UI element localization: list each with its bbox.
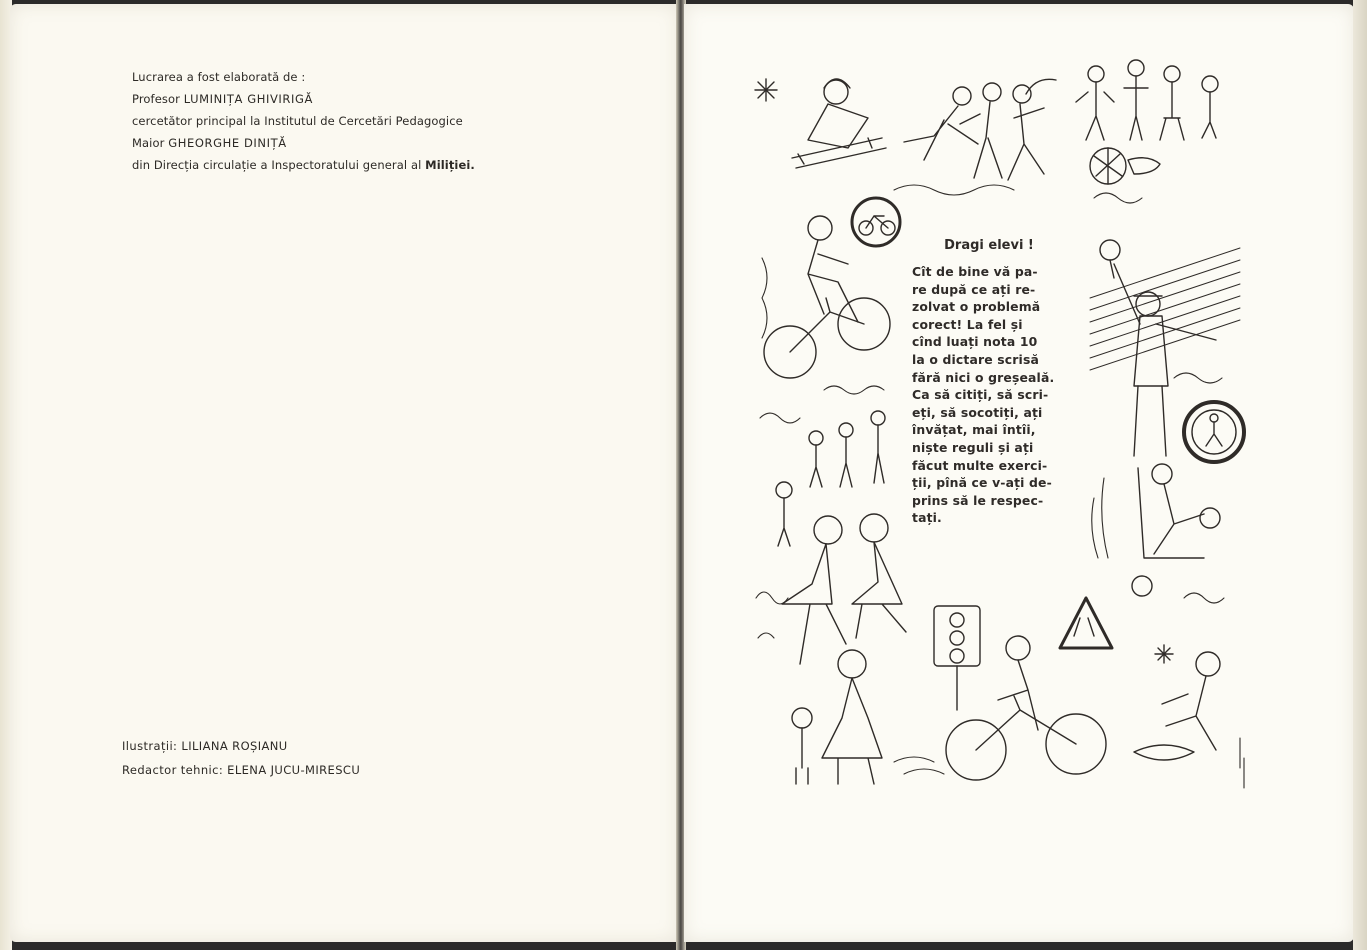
intro-line: tați. bbox=[912, 510, 942, 526]
running-children-icon bbox=[904, 79, 1056, 180]
snowflake-icon bbox=[755, 79, 777, 101]
author-credits bbox=[132, 66, 475, 176]
intro-text-block bbox=[912, 238, 1072, 527]
dancing-girls-icon bbox=[782, 514, 906, 664]
girl-with-doll-icon bbox=[792, 650, 882, 784]
skating-girl-icon bbox=[1134, 652, 1220, 760]
intro-line: învățat, mai întîi, bbox=[912, 422, 1036, 438]
intro-body bbox=[912, 263, 1072, 527]
snowflake-small-icon bbox=[1155, 645, 1173, 663]
credits-author-1: Profesor LUMINIȚA GHIVIRIGĂ bbox=[132, 92, 313, 106]
intro-line: Ca să citiți, să scri- bbox=[912, 387, 1049, 403]
warning-sign-icon bbox=[1060, 598, 1112, 648]
intro-line: eți, să socotiți, ați bbox=[912, 404, 1043, 420]
children-group-icon bbox=[1076, 60, 1218, 140]
traffic-light-icon bbox=[934, 606, 980, 710]
scooter-child-icon bbox=[1132, 464, 1220, 596]
credits-author-2-role: din Direcția circulație a Inspectoratului general al Miliției. bbox=[132, 158, 475, 172]
bicycle-sign-icon bbox=[852, 198, 900, 246]
walking-children-icon bbox=[776, 411, 885, 546]
production-credits bbox=[122, 734, 360, 782]
intro-line: fără nici o greșeală. bbox=[912, 369, 1055, 385]
cyclist-bottom-icon bbox=[946, 636, 1106, 780]
sledding-child-icon bbox=[792, 79, 886, 168]
illustrations-credit: Ilustrații: LILIANA ROȘIANU bbox=[122, 739, 288, 753]
football-icon bbox=[1090, 148, 1160, 184]
intro-line: făcut multe exerci- bbox=[912, 457, 1048, 473]
intro-line: ții, pînă ce v-ați de- bbox=[912, 475, 1052, 491]
intro-line: re după ce ați re- bbox=[912, 281, 1036, 297]
traffic-policeman-icon bbox=[1100, 240, 1216, 456]
credits-intro: Lucrarea a fost elaborată de : bbox=[132, 70, 306, 84]
intro-line: zolvat o problemă bbox=[912, 299, 1041, 315]
technical-editor-credit: Redactor tehnic: ELENA JUCU-MIRESCU bbox=[122, 763, 361, 777]
intro-line: Cît de bine vă pa- bbox=[912, 264, 1038, 279]
intro-line: niște reguli și ați bbox=[912, 439, 1034, 455]
credits-author-2: Maior GHEORGHE DINIȚĂ bbox=[132, 136, 287, 150]
credits-author-1-role: cercetător principal la Institutul de Cercetări Pedagogice bbox=[132, 114, 463, 128]
intro-line: prins să le respec- bbox=[912, 492, 1044, 508]
intro-heading: Dragi elevi ! bbox=[944, 238, 1034, 253]
intro-line: corect! La fel și bbox=[912, 316, 1023, 332]
intro-line: cînd luați nota 10 bbox=[912, 334, 1038, 350]
cyclist-icon bbox=[764, 216, 890, 378]
pedestrian-sign-icon bbox=[1184, 402, 1244, 462]
right-page-edge bbox=[1353, 0, 1367, 950]
intro-line: la o dictare scrisă bbox=[912, 351, 1039, 367]
